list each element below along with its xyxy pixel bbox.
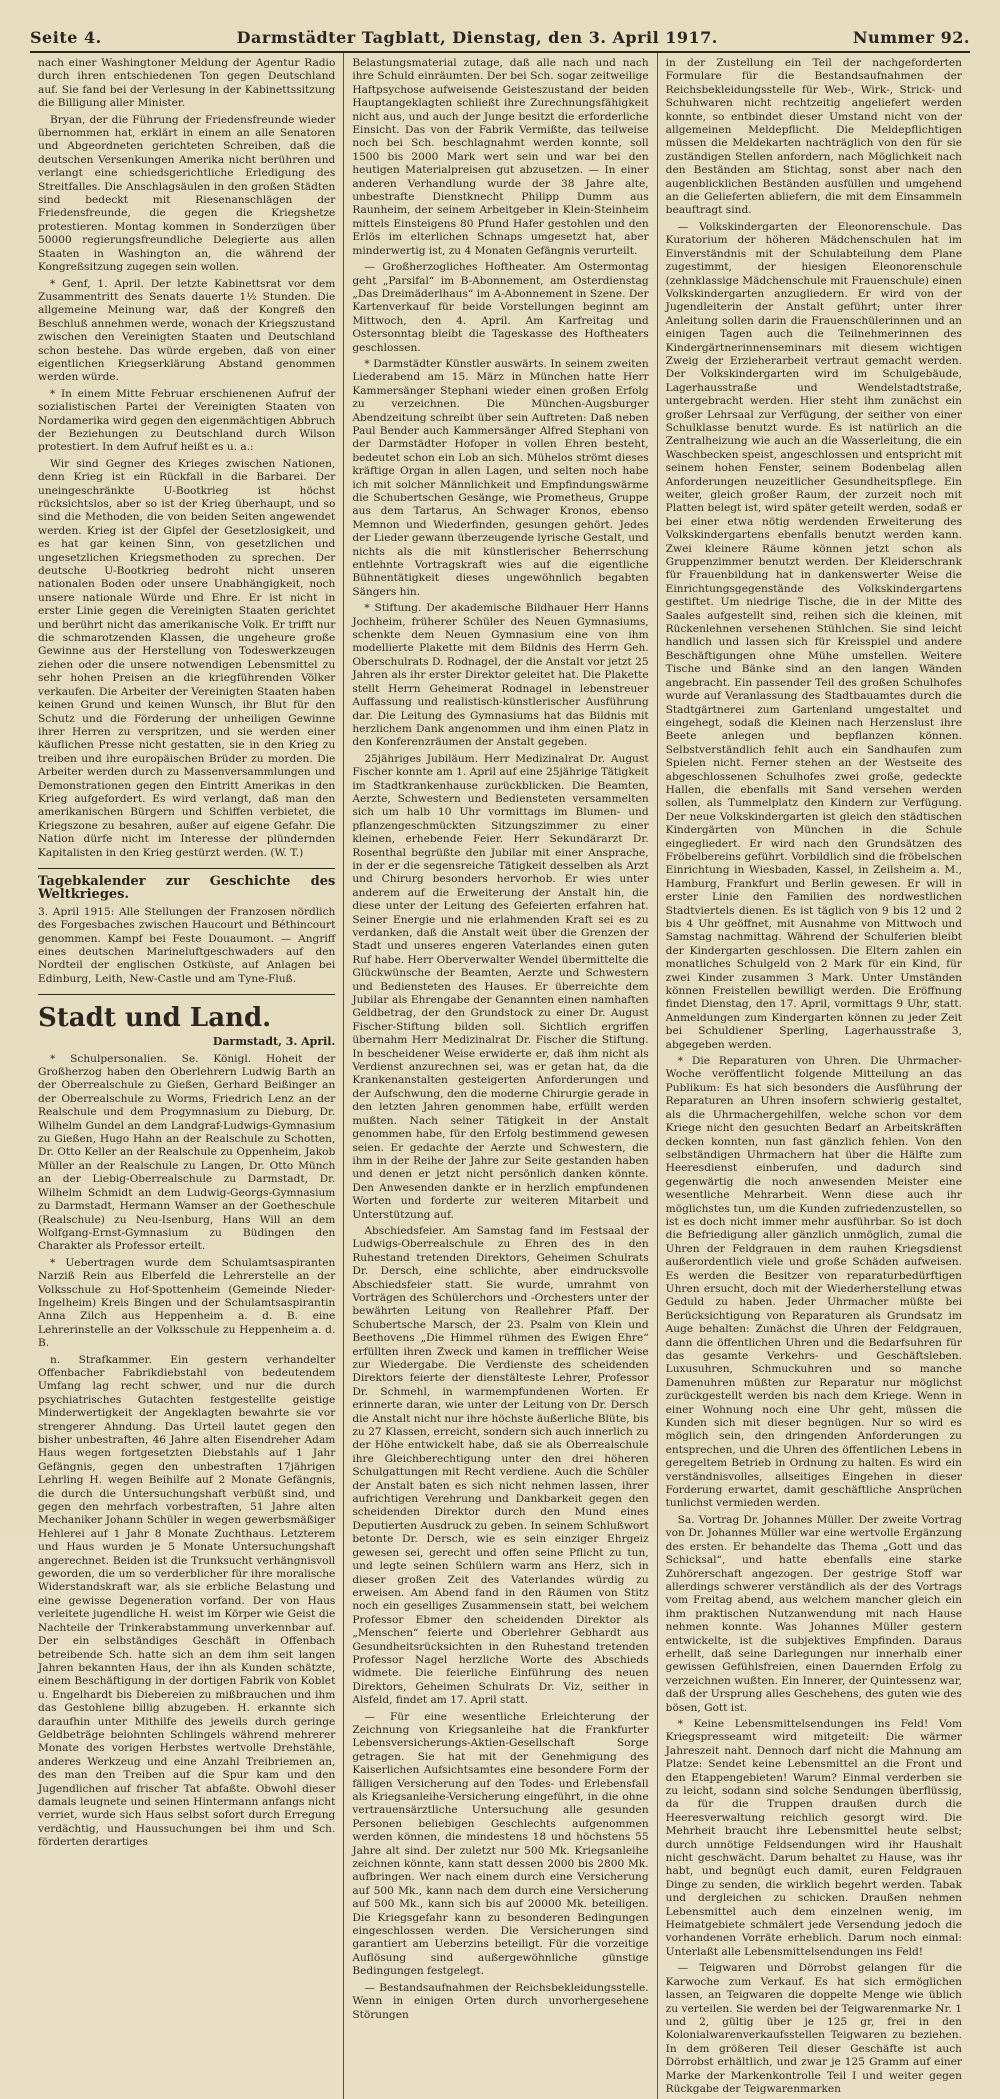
article-paragraph: — Großherzogliches Hoftheater. Am Ostermontag geht „Parsifal“ im B-Abonnement, am Osterdienstag „Das Dreimäderlhaus“ im A-Abonnement in Szene. Der Kartenverkauf für beide Vorstellungen beginnt am Mittwoch, den 4. April. Am Karfreitag und Ostersonntag bleibt die Tageskasse des Hoftheaters geschlossen.	[352, 261, 649, 354]
article-paragraph: nach einer Washingtoner Meldung der Agentur Radio durch ihren entschiedenen Ton gegen Deutschland auf. Sie fand bei der Verlesung in der Kabinettssitzung die Billigung aller Minister.	[38, 57, 336, 110]
article-paragraph: * Stiftung. Der akademische Bildhauer Herr Hanns Jochheim, früherer Schüler des Neuen Gymnasiums, schenkte dem Neuen Gymnasium eine von ihm modellierte Plakette mit dem Bildnis des Herrn Geh. Oberschulrats D. Rodnagel, der die Anstalt vor jetzt 25 Jahren als ihr erster Direktor geleitet hat. Die Plakette stellt Herrn Geheimerat Rodnagel in lebenstreuer Auffassung und realistisch-künstlerischer Ausführung dar. Die Leitung des Gymnasiums hat das Bildnis mit herzlichem Dank angenommen und ihm einen Platz in den Konferenzräumen der Anstalt gegeben.	[352, 602, 649, 749]
article-paragraph: — Volkskindergarten der Eleonorenschule. Das Kuratorium der höheren Mädchenschulen hat im Einverständnis mit der Schulabteilung dem Plane zugestimmt, der hiesigen Eleonorenschule (zehnklassige Mädchenschule mit Frauenschule) einen Volkskindergarten anzugliedern. Er wird von der Jugendleiterin der Anstalt geführt; unter ihrer Anleitung sollen darin die Frauenschülerinnen und an einigen Tagen auch die Teilnehmerinnen des Kindergärtnerinnenseminars mit diesem wichtigen Zweig der Erzieherarbeit vertraut gemacht werden. Der Volkskindergarten wird im Schulgebäude, Lagerhausstraße und Wendelstadtstraße, untergebracht werden. Hier steht ihm zunächst ein großer Lehrsaal zur Verfügung, der seither von einer Schulklasse benutzt wurde. Es ist natürlich an die Zentralheizung wie auch an die Wasserleitung, die ein Waschbecken speist, angeschlossen und entspricht mit seinem hohen Fenster, seinem Bodenbelag allen Anforderungen neuzeitlicher Gesundheitspflege. Ein weiter, gleich großer Raum, der zurzeit noch mit Platten belegt ist, wird später geteilt werden, sodaß er bei einer etwa nötig werdenden Erweiterung des Volkskindergartens ebenfalls benutzt werden kann. Zwei kleinere Räume können jetzt schon als Gruppenzimmer benutzt werden. Der Kleiderschrank für Frauenbildung hat in dankenswerter Weise die Einrichtungsgegenstände des Volkskindergartens gestiftet. Um niedrige Tische, die in der Mitte des Saales aufgestellt sind, reihen sich die kleinen, mit Rückenlehnen versehenen Stühlchen. Sie sind leicht handlich und lassen sich für Kreisspiel und andere Beschäftigungen ohne Mühe umstellen. Weitere Tische und Bänke sind an den langen Wänden angebracht. Ein passender Teil des großen Schulhofes wurde auf Veranlassung des Stadtbauamtes durch die Stadtgärtnerei zum Gartenland umgestaltet und eingehegt, sodaß die Kleinen nach Herzenslust ihre Beete anlegen und bepflanzen können. Selbstverständlich fehlt auch ein Sandhaufen zum Spielen nicht. Ferner stehen an der Westseite des abgeschlossenen Schulhofes zwei große, gedeckte Hallen, die ebenfalls mit Sand versehen werden sollen, als Tummelplatz den Kindern zur Verfügung. Der neue Volkskindergarten ist gleich den städtischen Kindergärten von München in die Schule eingegliedert. Er wird nach den Grundsätzen des Fröbelbereins geführt. Vorbildlich sind die fröbelschen Einrichtung in Wiesbaden, Kassel, in Zeilsheim a. M., Hamburg, Frankfurt und Berlin gewesen. Er will in erster Linie den Familien des nordwestlichen Stadtviertels dienen. Es ist täglich von 9 bis 12 und 2 bis 4 Uhr geöffnet, mit Ausnahme von Mittwoch und Samstag nachmittag. Während der Schulferien bleibt der Kindergarten geschlossen. Die Eltern zahlen ein monatliches Schulgeld von 2 Mark für ein Kind, für zwei Kinder zusammen 3 Mark. Unter Umständen können Freistellen bewilligt werden. Die Eröffnung findet Dienstag, den 17. April, vormittags 9 Uhr, statt. Anmeldungen zum Kindergarten können zu jeder Zeit bei Schuldiener Sperling, Lagerhausstraße 3, abgegeben werden.	[665, 220, 962, 1051]
divider	[38, 994, 335, 995]
article-paragraph: Abschiedsfeier. Am Samstag fand im Festsaal der Ludwigs-Oberrealschule zu Ehren des in den Ruhestand tretenden Direktors, Geheimen Schulrats Dr. Dersch, eine schlichte, aber eindrucksvolle Abschiedsfeier statt. Sie wurde, umrahmt von Vorträgen des Schülerchors und -Orchesters unter der bewährten Leitung von Reallehrer Pfaff. Der Schubertsche Marsch, der 23. Psalm von Klein und Beethovens „Die Himmel rühmen des Ewigen Ehre“ erfüllten ihren Zweck und kamen in trefflicher Weise zur Wiedergabe. Die Verdienste des scheidenden Direktors feierte der dienstälteste Lehrer, Professor Dr. Schmehl, in warmempfundenen Worten. Er erinnerte daran, wie unter der Leitung von Dr. Dersch die Anstalt nicht nur ihre höchste äußerliche Blüte, bis zu 27 Klassen, erreicht, sondern sich auch innerlich zu der Höhe entwickelt habe, daß sie als Oberrealschule ihre Gleichberechtigung unter den drei höheren Schulgattungen mit Recht verdiene. Auch die Schüler der Anstalt baten es sich nicht nehmen lassen, ihrer aufrichtigen Verehrung und Dankbarkeit gegen den scheidenden Direktor durch den Mund eines Deputierten Ausdruck zu geben. In seinem Schlußwort betonte Dr. Dersch, wie es sein einziger Ehrgeiz gewesen sei, gerecht und offen seine Pflicht zu tun, und legte seinen Schülern warm ans Herz, sich in dieser großen Zeit des Vaterlandes würdig zu erweisen. Am Abend fand in den Räumen von Stitz noch ein geselliges Zusammensein statt, bei welchem Professor Ebmer den scheidenden Direktor als „Menschen“ feierte und Oberlehrer Gebhardt aus Gesundheitsrücksichten in den Ruhestand tretenden Professor Nagel herzliche Worte des Abschieds widmete. Die feierliche Einführung des neuen Direktors, Geheimen Schulrats Dr. Viz, seither in Alsfeld, findet am 17. April statt.	[352, 1224, 649, 1707]
article-paragraph: — Bestandsaufnahmen der Reichsbekleidungsstelle. Wenn in einigen Orten durch unvorhergesehene Störungen	[352, 1981, 649, 2021]
war-calendar-title: Tagebkalender zur Geschichte des Weltkrieges.	[38, 873, 336, 903]
article-paragraph: * In einem Mitte Februar erschienenen Aufruf der sozialistischen Partei der Vereinigten Staaten von Nordamerika wird gegen den eigenmächtigen Abbruch der Beziehungen zu Deutschland durch Wilson protestiert. In dem Aufruf heißt es u. a.:	[38, 387, 336, 454]
column-3	[657, 53, 970, 2099]
article-paragraph: * Schulpersonalien. Se. Königl. Hoheit der Großherzog haben den Oberlehrern Ludwig Barth an der Oberrealschule zu Gießen, Gerhard Beißinger an der Oberrealschule zu Worms, Friedrich Lenz an der Realschule und dem Progymnasium zu Dieburg, Dr. Wilhelm Gundel an dem Landgraf-Ludwigs-Gymnasium zu Gießen, Hugo Hahn an der Realschule zu Schotten, Dr. Otto Keller an der Realschule zu Oppenheim, Jakob Müller an der Realschule zu Langen, Dr. Otto Münch an der Liebig-Oberrealschule zu Darmstadt, Dr. Wilhelm Schmidt an dem Ludwig-Georgs-Gymnasium zu Darmstadt, Hermann Wamser an der Goetheschule (Realschule) zu Neu-Isenburg, Hans Will an dem Wolfgang-Ernst-Gymnasium zu Büdingen den Charakter als Professor erteilt.	[38, 1052, 336, 1253]
article-paragraph: n. Strafkammer. Ein gestern verhandelter Offenbacher Fabrikdiebstahl von bedeutendem Umfang lag recht schwer, und nur die durch psychiatrisches Gutachten festgestellte geistige Minderwertigkeit der Angeklagten bewahrte sie vor strengerer Ahndung. Das Urteil lautet gegen den bisher unbestraften, 46 Jahre alten Eisendreher Adam Haus wegen fortgesetzten Diebstahls auf 1 Jahr Gefängnis, gegen den unbestraften 17jährigen Lehrling H. wegen Beihilfe auf 2 Monate Gefängnis, die durch die Untersuchungshaft verbüßt sind, und gegen den mehrfach vorbestraften, 51 Jahre alten Mechaniker Johann Schüler in wegen gewerbsmäßiger Hehlerei auf 1 Jahr 8 Monate Zuchthaus. Letzterem und Haus wurden je 5 Monate Untersuchungshaft angerechnet. Beiden ist die Trunksucht verhängnisvoll geworden, die um so verderblicher für ihre moralische Widerstandskraft war, als sie erbliche Belastung und eine gewisse Degeneration vorfand. Der von Haus verleitete jugendliche H. weist im Körper wie Geist die Nachteile der Trinkerabstammung unverkennbar auf. Der ein selbständiges Geschäft in Offenbach betreibende Sch. hatte sich an dem ihm seit langen Jahren bekannten Haus, der ihn als Kunden schätzte, einem Beschäftigung in der dortigen Fabrik von Koblet u. Engelhardt bis Diebereien zu mißbrauchen und ihm das Gestohlene billig abzugeben. H. erkannte sich daraufhin unter Mithilfe des jeweils durch geringe Geldbeträge belohnten Schlingels während mehrerer Monate des vorigen Herbstes wertvolle Drehstähle, anderes Werkzeug und eine Anzahl Treibriemen an, des man den Treiben auf die Spur kam und den Jugendlichen auf frischer Tat abfaßte. Obwohl dieser damals leugnete und seinen Hintermann anfangs nicht verriet, wurde sich Haus selbst sofort durch Erregung verdächtig, und Haussuchungen bei ihm und Sch. förderten derartiges	[38, 1353, 336, 1849]
article-paragraph: Belastungsmaterial zutage, daß alle nach und nach ihre Schuld einräumten. Der bei Sch. sogar zeitweilige Haftpsychose aufweisende Geisteszustand der beiden Hauptangeklagten schließt ihre Zurechnungsfähigkeit nicht aus, und auch der Junge besitzt die erforderliche Einsicht. Das von der Fabrik Vermißte, das teilweise noch bei Sch. beschlagnahmt werden konnte, soll 1500 bis 2000 Mark wert sein und war bei den heutigen Materialpreisen gut abzusetzen. — In einer anderen Verhandlung wurde der 38 Jahre alte, unbestrafte Dienstknecht Philipp Dumm aus Raunheim, der seinem Arbeitgeber in Klein-Steinheim mittels Einsteigens 80 Pfund Hafer gestohlen und den Erlös im elterlichen Schnaps umgesetzt hat, aber minderwertig ist, zu 4 Monaten Gefängnis verurteilt.	[352, 57, 649, 257]
columns	[30, 53, 970, 2095]
section-title: Stadt und Land.	[38, 1003, 272, 1034]
column-1	[30, 53, 343, 2099]
article-paragraph: Sa. Vortrag Dr. Johannes Müller. Der zweite Vortrag von Dr. Johannes Müller war eine wertvolle Ergänzung des ersten. Er behandelte das Thema „Gott und das Schicksal“, und hatte ebenfalls eine starke Zuhörerschaft angezogen. Der gestrige Stoff war allerdings schwerer verständlich als der des Vortrags vom Freitag abend, aus welchem mancher gleich ein ihm praktischen Nutzanwendung mit nach Hause nehmen konnte. Was Johannes Müller gestern entwickelte, ist die subjektives Empfinden. Daraus erhellt, daß seine Darlegungen nur innerhalb einer gewissen Gefühlsfreien, einen Dauernden Erfolg zu verzeichnen wußten. Ein Innerer, der Quintessenz war, daß der Ursprung alles Geschehens, des guten wie des bösen, Gott ist.	[665, 1513, 962, 1714]
paper-title: Darmstädter Tagblatt, Dienstag, den 3. April 1917.	[236, 28, 718, 47]
page-number: Seite 4.	[30, 28, 102, 47]
article-paragraph: * Genf, 1. April. Der letzte Kabinettsrat vor dem Zusammentritt des Senats dauerte 1½ Stunden. Die allgemeine Meinung war, daß der Kongreß den Beschluß annehmen werde, wonach der Kriegszustand zwischen den Vereinigten Staaten und Deutschland schon bestehe. Das würde ergeben, daß von einer eigentlichen Kriegserklärung Abstand genommen werden würde.	[38, 277, 336, 384]
article-paragraph: — Für eine wesentliche Erleichterung der Zeichnung von Kriegsanleihe hat die Frankfurter Lebensversicherungs-Aktien-Gesellschaft Sorge getragen. Sie hat mit der Genehmigung des Kaiserlichen Aufsichtsamtes eine besondere Form der fälligen Versicherung auf den Todes- und Erlebensfall als Kriegsanleihe-Versicherung eingeführt, in die ohne vertrauensärztliche Untersuchung alle gesunden Personen beliebigen Geschlechts aufgenommen werden können, die mindestens 18 und höchstens 55 Jahre alt sind. Der zuletzt nur 500 Mk. Kriegsanleihe zeichnen könnte, kann statt dessen 2000 bis 2800 Mk. aufbringen. Wer nach einem durch eine Versicherung auf 500 Mk., kann nach dem durch eine Versicherung auf 500 Mk., kann sich bis auf 20000 Mk. beteiligen. Die Kriegsgefahr kann zu besonderen Bedingungen eingeschlossen werden. Die Versicherungen sind garantiert am Ueberzins beteiligt. Für die vorzeitige Auflösung sind außergewöhnliche günstige Bedingungen festgelegt.	[352, 1710, 649, 1978]
article-paragraph: Bryan, der die Führung der Friedensfreunde wieder übernommen hat, erklärt in einem an alle Senatoren und Abgeordneten gerichteten Schreiben, daß die deutschen Versenkungen Amerika nicht berühren und verlangt eine schiedsgerichtliche Erledigung des Streitfalles. Die Anschlagsäulen in den großen Städten sind bedeckt mit Riesenanschlägen der Friedensfreunde, die gegen die Kriegshetze protestieren. Montag kommen in Sonderzügen über 50000 regierungsfreundliche Delegierte aus allen Staaten in Washington an, die während der Kongreßsitzung zugegen sein wollen.	[38, 113, 336, 274]
column-2	[343, 53, 656, 2099]
masthead	[30, 22, 970, 53]
dateline: Darmstadt, 3. April.	[212, 1035, 336, 1049]
article-paragraph: * Darmstädter Künstler auswärts. In seinem zweiten Liederabend am 15. März in München hatte Herr Kammersänger Stephani wieder einen großen Erfolg zu verzeichnen. Die München-Augsburger Abendzeitung schreibt über sein Auftreten: Daß neben Paul Bender auch Kammersänger Alfred Stephani von der Darmstädter Hofoper in vollen Ehren besteht, bedeutet schon ein Lob an sich. Mühelos strömt dieses kräftige Organ in allen Lagen, und selten noch habe ich mit solcher Männlichkeit und Empfindungswärme die Schubertschen Gesänge, wie Prometheus, Gruppe aus dem Tartarus, An Schwager Kronos, ebenso Memnon und Wiederfinden, gesungen gehört. Jedes der Lieder gewann überzeugende lyrische Gestalt, und nichts als die mit künstlerischer Beherrschung entlehnte Vortragskraft wies auf die eigentliche Bühnentätigkeit dieses ungewöhnlich begabten Sängers hin.	[352, 357, 649, 598]
divider	[38, 868, 335, 869]
article-paragraph: * Keine Lebensmittelsendungen ins Feld! Vom Kriegspresseamt wird mitgeteilt: Die wärmer Jahreszeit naht. Dennoch darf nicht die Mahnung am Platze: Sendet keine Lebensmittel an die Front und den Etappengebieten! Warum? Einmal verderben sie zu leicht, sodann sind solche Sendungen überflüssig, da für die Truppen draußen durch die Heeresverwaltung reichlich gesorgt wird. Die Mehrheit braucht ihre Lebensmittel heute selbst; durch unnötige Feldsendungen wird ihr Haushalt nicht geschwächt. Darum behaltet zu Hause, was ihr habt, und begnügt euch damit, euren Feldgrauen Dinge zu senden, die wirklich begehrt werden. Tabak und dergleichen zu schicken. Draußen nehmen Lebensmittel auch dem einzelnen wenig, im Heimatgebiete schmälert jede Versendung jedoch die vorhandenen Vorräte erheblich. Darum noch einmal: Unterlaßt alle Lebensmittelsendungen ins Feld!	[665, 1717, 962, 1958]
issue-number: Nummer 92.	[852, 28, 970, 47]
article-paragraph: in der Zustellung ein Teil der nachgeforderten Formulare für die Bestandsaufnahmen der Reichsbekleidungsstelle für Web-, Wirk-, Strick- und Schuhwaren nicht rechtzeitig angeliefert werden konnte, so entbindet dieser Umstand nicht von der allgemeinen Meldepflicht. Die Meldepflichtigen müssen die Meldekarten nachträglich von den für sie zuständigen Stellen anfordern, nach Möglichkeit nach den Beständen am Stichtag, sonst aber nach den augenblicklichen Beständen ausfüllen und umgehend an die Gelieferten abliefern, die mit dem Einsammeln beauftragt sind.	[665, 57, 962, 217]
article-paragraph: * Uebertragen wurde dem Schulamtsaspiranten Narziß Rein aus Elberfeld die Lehrerstelle an der Volksschule zu Hof-Spottenheim (Gemeinde Nieder-Ingelheim) Kreis Bingen und der Schulamtsaspirantin Anna Zilch aus Heppenheim a. d. B. eine Lehrerinstelle an der Volksschule zu Heppenheim a. d. B.	[38, 1256, 336, 1350]
article-paragraph: — Teigwaren und Dörrobst gelangen für die Karwoche zum Verkauf. Es hat sich ermöglichen lassen, an Teigwaren die doppelte Menge wie üblich zu verteilen. Sie werden bei der Teigwarenmarke Nr. 1 und 2, gültig über je 125 gr, frei in den Kolonialwarenverkaufsstellen Teigwaren zu beziehen. In dem größeren Teil dieser Geschäfte ist auch Dörrobst erhältlich, und zwar je 125 Gramm auf einer Marke der Markenkontrolle Teil I und weiter gegen Rückgabe der Teigwarenmarken	[665, 1962, 962, 2095]
war-calendar-text: 3. April 1915: Alle Stellungen der Franzosen nördlich des Forgesbaches zwischen Haucourt und Béthincourt genommen. Kampf bei Feste Douaumont. — Angriff eines deutschen Marineluftgeschwaders auf den Nordteil der englischen Ostküste, auf Anlagen bei Edinburg, Leith, New-Castle und am Tyne-Fluß.	[38, 905, 336, 985]
article-paragraph: * Die Reparaturen von Uhren. Die Uhrmacher-Woche veröffentlicht folgende Mitteilung an das Publikum: Es hat sich besonders die Ausführung der Reparaturen an Uhren insofern schwierig gestaltet, als die Uhrmachergehilfen, welche schon vor dem Kriege nicht den gesuchten Bedarf an Arbeitskräften decken konnten, nun fast gänzlich fehlen. Von den selbständigen Uhrmachern hat über die Hälfte zum Heeresdienst einberufen, und dadurch sind gegenwärtig die noch anwesenden Meister eine wesentliche Mehrarbeit. Wenn diese auch ihr möglichstes tun, um die Kunden zufriedenzustellen, so ist es doch nicht immer mehr ausführbar. So ist doch die Befriedigung aller gänzlich unmöglich, zumal die Uhren der Feldgrauen in dem rauhen Kriegsdienst außerordentlich viele und große Schäden aufweisen. Es werden die Besitzer von reparaturbedürftigen Uhren ersucht, doch mit der Wiederherstellung etwas Geduld zu haben. Jeder Uhrmacher müßte bei Berücksichtigung von Reparaturen als Grundsatz im Auge behalten: Zunächst die Uhren der Feldgrauen, dann die öffentlichen Uhren und die Bedarfsuhren für das gesamte Verkehrs- und Geschäftsleben. Luxusuhren, Schmuckuhren und so manche Damenuhren müßten zur Reparatur nur möglichst zurückgestellt werden bis nach dem Kriege. Wenn in einer Wohnung noch eine Uhr geht, müssen die Kunden sich mit dieser begnügen. Nur so wird es möglich sein, den dringenden Anforderungen zu entsprechen, und die Uhren des öffentlichen Lebens in geregeltem Betrieb in Ordnung zu halten. Es wird ein verständnisvolles, allseitiges Eingehen in dieser Forderung erwartet, damit geschäftliche Ansprüchen tunlichst vermieden werden.	[665, 1055, 962, 1510]
article-paragraph: 25jähriges Jubiläum. Herr Medizinalrat Dr. August Fischer konnte am 1. April auf eine 25jährige Tätigkeit im Stadtkrankenhause zurückblicken. Die Beamten, Aerzte, Schwestern und Bediensteten versammelten sich um halb 10 Uhr vormittags im Blumen- und pflanzengeschmückten Sitzungszimmer zu einer kleinen, erhebende Feier. Herr Sekundärarzt Dr. Rosenthal begrüßte den Jubilar mit einer Ansprache, in der er die segensreiche Tätigkeit desselben als Arzt und Chirurg besonders hervorhob. Er wies unter anderem auf die Erweiterung der Anstalt hin, die diese unter der Leitung des Gefeierten erfahren hat. Seiner Energie und nie erlahmenden Kraft sei es zu verdanken, daß die Anstalt weit über die Grenzen der Stadt und unseres engeren Vaterlandes einen guten Ruf habe. Herr Oberverwalter Wendel übermittelte die Glückwünsche der Beamten, Aerzte und Schwestern und Bediensteten des Hauses. Er überreichte dem Jubilar als Ehrengabe der Genannten einen namhaften Geldbetrag, der den Grundstock zu einer Dr. August Fischer-Stiftung bilden soll. Sichtlich ergriffen übernahm Herr Medizinalrat Dr. Fischer die Stiftung. In bescheidener Weise erwiderte er, daß ihm nicht als Verdienst anzurechnen sei, was er getan hat, da die Krankenanstalten gesteigerten Anforderungen und der Aufschwung, den die moderne Chirurgie gerade in den letzten Jahren genommen habe, erfüllt werden mußten. Nach seiner Tätigkeit in der Anstalt genommen habe, für den Erfolg bestimmend gewesen seien. Er gedachte der Aerzte und Schwestern, die ihm in der Reihe der Jahre zur Seite gestanden haben und denen er jetzt nicht persönlich danken könnte. Den Anwesenden dankte er in herzlich empfundenen Worten und forderte zur weiteren Mitarbeit und Unterstützung auf.	[352, 752, 649, 1221]
article-paragraph: Wir sind Gegner des Krieges zwischen Nationen, denn Krieg ist ein Rückfall in die Barbarei. Der uneingeschränkte U-Bootkrieg ist höchst rücksichtslos, aber so ist der Krieg überhaupt, und so sind die Methoden, die von beiden Seiten angewendet werden. Krieg ist der Gipfel der Gesetzlosigkeit, und es hat gar keinen Sinn, von gesetzlichen und ungesetzlichen Kriegsmethoden zu sprechen. Der deutsche U-Bootkrieg bedroht nicht unseren nationalen Boden oder unsere Unabhängigkeit, noch unsere nationale Würde und Ehre. Er ist nicht in erster Linie gegen die Vereinigten Staaten gerichtet und berührt nicht das amerikanische Volk. Er trifft nur die schmarotzenden Klassen, die ungeheure große Gewinne aus der Herstellung von Todeswerkzeugen ziehen oder die unsere notwendigen Lebensmittel zu sehr hohen Preisen an die kriegführenden Völker verkaufen. Die Arbeiter der Vereinigten Staaten haben keinen Grund und keinen Wunsch, ihr Blut für den Schutz und die Förderung der unheiligen Gewinne ihrer Herren zu verspritzen, und sie werden einer käuflichen Presse nicht gestatten, sie in den Krieg zu treiben und ihre europäischen Brüder zu morden. Die Arbeiter werden durch zu Massenversammlungen und Demonstrationen gegen den Eintritt Amerikas in den Krieg aufgefordert. Es wird verlangt, daß man den amerikanischen Bürgern und Schiffen verbietet, die Kriegszone zu besahren, außer auf eigene Gefahr. Die Nation dürfe nicht im Interesse der plündernden Kapitalisten in den Krieg gestürzt werden. (W. T.)	[38, 457, 336, 859]
